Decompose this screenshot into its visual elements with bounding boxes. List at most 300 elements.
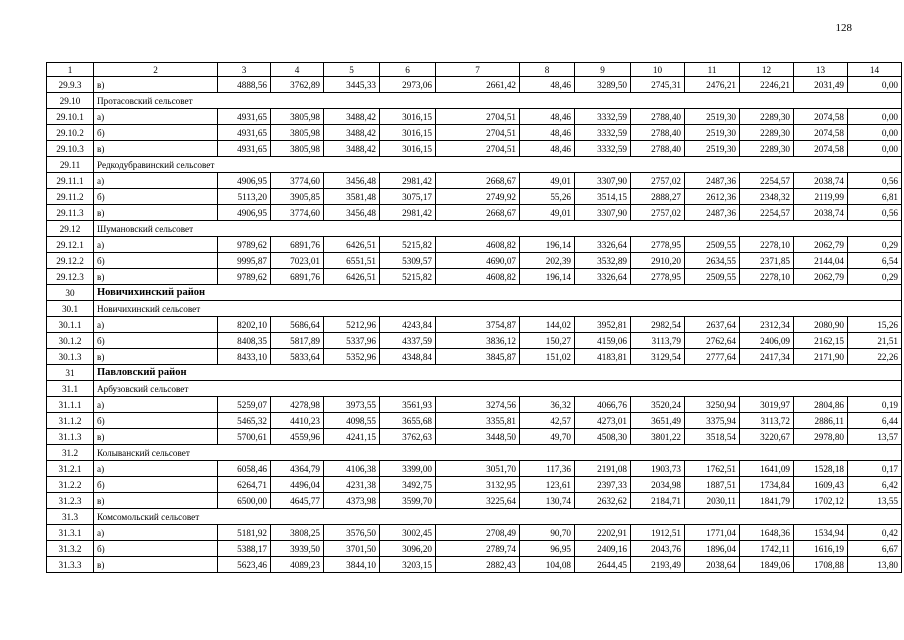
row-code: 29.10.1: [47, 109, 94, 125]
row-code: 29.12: [47, 221, 94, 237]
value-cell: 3274,56: [436, 397, 520, 413]
value-cell: 21,51: [848, 333, 902, 349]
value-cell: 2254,57: [740, 173, 794, 189]
value-cell: 3754,87: [436, 317, 520, 333]
column-number-row: [47, 63, 902, 77]
column-number: 12: [740, 63, 794, 77]
row-code: 31.2.1: [47, 461, 94, 477]
value-cell: 9789,62: [218, 237, 271, 253]
value-cell: 49,01: [520, 173, 575, 189]
value-cell: 4159,06: [575, 333, 631, 349]
value-cell: 0,00: [848, 125, 902, 141]
column-number: 7: [436, 63, 520, 77]
row-variant: б): [94, 253, 218, 269]
column-number: 1: [47, 63, 94, 77]
section-row: [47, 445, 902, 461]
section-row: [47, 221, 902, 237]
value-cell: 2708,49: [436, 525, 520, 541]
value-cell: 4364,79: [271, 461, 324, 477]
row-code: 31.2.2: [47, 477, 94, 493]
value-cell: 4608,82: [436, 269, 520, 285]
value-cell: 3701,50: [324, 541, 380, 557]
value-cell: 4273,01: [575, 413, 631, 429]
value-cell: 2612,36: [685, 189, 740, 205]
value-cell: 4496,04: [271, 477, 324, 493]
row-code: 29.11.1: [47, 173, 94, 189]
value-cell: 4906,95: [218, 205, 271, 221]
value-cell: 2031,49: [794, 77, 848, 93]
value-cell: 3326,64: [575, 237, 631, 253]
table-row: [47, 541, 902, 557]
value-cell: 6,54: [848, 253, 902, 269]
value-cell: 3655,68: [380, 413, 436, 429]
value-cell: 4508,30: [575, 429, 631, 445]
row-code: 29.12.1: [47, 237, 94, 253]
value-cell: 3599,70: [380, 493, 436, 509]
value-cell: 3096,20: [380, 541, 436, 557]
row-variant: а): [94, 317, 218, 333]
value-cell: 2043,76: [631, 541, 685, 557]
value-cell: 3332,59: [575, 125, 631, 141]
value-cell: 6426,51: [324, 269, 380, 285]
row-code: 29.11: [47, 157, 94, 173]
value-cell: 3488,42: [324, 109, 380, 125]
value-cell: 48,46: [520, 125, 575, 141]
value-cell: 9995,87: [218, 253, 271, 269]
value-cell: 2202,91: [575, 525, 631, 541]
row-code: 29.10: [47, 93, 94, 109]
row-variant: б): [94, 125, 218, 141]
value-cell: 0,29: [848, 237, 902, 253]
value-cell: 1616,19: [794, 541, 848, 557]
value-cell: 2789,74: [436, 541, 520, 557]
row-variant: б): [94, 333, 218, 349]
table-body: [47, 63, 902, 573]
value-cell: 4931,65: [218, 125, 271, 141]
row-code: 31.1.1: [47, 397, 94, 413]
value-cell: 2062,79: [794, 269, 848, 285]
value-cell: 3355,81: [436, 413, 520, 429]
value-cell: 3220,67: [740, 429, 794, 445]
row-code: 31.3.1: [47, 525, 94, 541]
value-cell: 6891,76: [271, 237, 324, 253]
value-cell: 2184,71: [631, 493, 685, 509]
row-variant: б): [94, 413, 218, 429]
value-cell: 3514,15: [575, 189, 631, 205]
value-cell: 1534,94: [794, 525, 848, 541]
value-cell: 4608,82: [436, 237, 520, 253]
column-number: 4: [271, 63, 324, 77]
value-cell: 2634,55: [685, 253, 740, 269]
value-cell: 2632,62: [575, 493, 631, 509]
value-cell: 4690,07: [436, 253, 520, 269]
value-cell: 2074,58: [794, 141, 848, 157]
value-cell: 3836,12: [436, 333, 520, 349]
value-cell: 0,00: [848, 141, 902, 157]
value-cell: 2981,42: [380, 173, 436, 189]
section-row: [47, 301, 902, 317]
value-cell: 3905,85: [271, 189, 324, 205]
value-cell: 2704,51: [436, 141, 520, 157]
value-cell: 2289,30: [740, 109, 794, 125]
value-cell: 49,01: [520, 205, 575, 221]
value-cell: 3456,48: [324, 205, 380, 221]
value-cell: 3002,45: [380, 525, 436, 541]
table-row: [47, 525, 902, 541]
row-variant: в): [94, 349, 218, 365]
value-cell: 6551,51: [324, 253, 380, 269]
value-cell: 2982,54: [631, 317, 685, 333]
section-row: [47, 509, 902, 525]
value-cell: 2981,42: [380, 205, 436, 221]
value-cell: 2487,36: [685, 205, 740, 221]
value-cell: 9789,62: [218, 269, 271, 285]
value-cell: 6426,51: [324, 237, 380, 253]
value-cell: 3805,98: [271, 109, 324, 125]
value-cell: 6891,76: [271, 269, 324, 285]
value-cell: 55,26: [520, 189, 575, 205]
row-variant: в): [94, 493, 218, 509]
value-cell: 4373,98: [324, 493, 380, 509]
value-cell: 5833,64: [271, 349, 324, 365]
value-cell: 3456,48: [324, 173, 380, 189]
value-cell: 2487,36: [685, 173, 740, 189]
value-cell: 4931,65: [218, 141, 271, 157]
row-code: 31.1.3: [47, 429, 94, 445]
table-row: [47, 317, 902, 333]
value-cell: 4906,95: [218, 173, 271, 189]
value-cell: 2661,42: [436, 77, 520, 93]
row-code: 30.1.3: [47, 349, 94, 365]
table-row: [47, 269, 902, 285]
value-cell: 3651,49: [631, 413, 685, 429]
value-cell: 5623,46: [218, 557, 271, 573]
column-number: 9: [575, 63, 631, 77]
value-cell: 3952,81: [575, 317, 631, 333]
row-variant: в): [94, 429, 218, 445]
value-cell: 5215,82: [380, 269, 436, 285]
value-cell: 22,26: [848, 349, 902, 365]
row-variant: б): [94, 541, 218, 557]
value-cell: 5212,96: [324, 317, 380, 333]
value-cell: 6,44: [848, 413, 902, 429]
row-code: 31.3.2: [47, 541, 94, 557]
value-cell: 3326,64: [575, 269, 631, 285]
row-code: 29.12.3: [47, 269, 94, 285]
value-cell: 2246,21: [740, 77, 794, 93]
value-cell: 2509,55: [685, 269, 740, 285]
value-cell: 4231,38: [324, 477, 380, 493]
value-cell: 3016,15: [380, 125, 436, 141]
value-cell: 1903,73: [631, 461, 685, 477]
table-row: [47, 413, 902, 429]
value-cell: 202,39: [520, 253, 575, 269]
value-cell: 8408,35: [218, 333, 271, 349]
value-cell: 2080,90: [794, 317, 848, 333]
row-code: 31: [47, 365, 94, 381]
value-cell: 5700,61: [218, 429, 271, 445]
row-variant: в): [94, 557, 218, 573]
value-cell: 2978,80: [794, 429, 848, 445]
value-cell: 1641,09: [740, 461, 794, 477]
value-cell: 1771,04: [685, 525, 740, 541]
row-variant: а): [94, 109, 218, 125]
row-variant: а): [94, 525, 218, 541]
value-cell: 2749,92: [436, 189, 520, 205]
value-cell: 6500,00: [218, 493, 271, 509]
row-variant: в): [94, 77, 218, 93]
section-name: Протасовский сельсовет: [94, 93, 902, 109]
value-cell: 2882,43: [436, 557, 520, 573]
row-variant: а): [94, 461, 218, 477]
value-cell: 3132,95: [436, 477, 520, 493]
value-cell: 2668,67: [436, 205, 520, 221]
table-row: [47, 237, 902, 253]
value-cell: 3581,48: [324, 189, 380, 205]
table-row: [47, 205, 902, 221]
value-cell: 1702,12: [794, 493, 848, 509]
value-cell: 4243,84: [380, 317, 436, 333]
table-row: [47, 477, 902, 493]
value-cell: 2704,51: [436, 109, 520, 125]
value-cell: 2171,90: [794, 349, 848, 365]
column-number: 8: [520, 63, 575, 77]
table-row: [47, 77, 902, 93]
value-cell: 1896,04: [685, 541, 740, 557]
district-name: Павловский район: [94, 365, 902, 381]
value-cell: 3762,63: [380, 429, 436, 445]
row-code: 31.2: [47, 445, 94, 461]
value-cell: 5181,92: [218, 525, 271, 541]
value-cell: 2804,86: [794, 397, 848, 413]
value-cell: 13,80: [848, 557, 902, 573]
value-cell: 3939,50: [271, 541, 324, 557]
row-variant: в): [94, 205, 218, 221]
row-code: 31.3.3: [47, 557, 94, 573]
value-cell: 2668,67: [436, 173, 520, 189]
value-cell: 2278,10: [740, 237, 794, 253]
district-row: [47, 285, 902, 301]
section-name: Новичихинский сельсовет: [94, 301, 902, 317]
value-cell: 6,42: [848, 477, 902, 493]
value-cell: 15,26: [848, 317, 902, 333]
row-code: 30.1.2: [47, 333, 94, 349]
value-cell: 2788,40: [631, 109, 685, 125]
value-cell: 6264,71: [218, 477, 271, 493]
value-cell: 5259,07: [218, 397, 271, 413]
value-cell: 2777,64: [685, 349, 740, 365]
value-cell: 3332,59: [575, 141, 631, 157]
row-code: 29.10.3: [47, 141, 94, 157]
tariff-table: [46, 62, 902, 573]
value-cell: 5337,96: [324, 333, 380, 349]
value-cell: 5309,57: [380, 253, 436, 269]
value-cell: 4183,81: [575, 349, 631, 365]
column-number: 5: [324, 63, 380, 77]
value-cell: 5215,82: [380, 237, 436, 253]
value-cell: 3518,54: [685, 429, 740, 445]
value-cell: 8202,10: [218, 317, 271, 333]
table-row: [47, 493, 902, 509]
value-cell: 1609,43: [794, 477, 848, 493]
row-variant: в): [94, 141, 218, 157]
value-cell: 2074,58: [794, 109, 848, 125]
value-cell: 4410,23: [271, 413, 324, 429]
value-cell: 2191,08: [575, 461, 631, 477]
section-name: Шумановский сельсовет: [94, 221, 902, 237]
district-name: Новичихинский район: [94, 285, 902, 301]
value-cell: 2788,40: [631, 141, 685, 157]
value-cell: 3051,70: [436, 461, 520, 477]
row-variant: а): [94, 397, 218, 413]
value-cell: 3805,98: [271, 125, 324, 141]
row-variant: а): [94, 237, 218, 253]
table-row: [47, 557, 902, 573]
value-cell: 2757,02: [631, 173, 685, 189]
value-cell: 3307,90: [575, 205, 631, 221]
value-cell: 130,74: [520, 493, 575, 509]
value-cell: 6,81: [848, 189, 902, 205]
section-name: Комсомольский сельсовет: [94, 509, 902, 525]
value-cell: 2289,30: [740, 125, 794, 141]
value-cell: 3307,90: [575, 173, 631, 189]
value-cell: 196,14: [520, 269, 575, 285]
value-cell: 2062,79: [794, 237, 848, 253]
value-cell: 3801,22: [631, 429, 685, 445]
value-cell: 13,57: [848, 429, 902, 445]
column-number: 14: [848, 63, 902, 77]
value-cell: 3844,10: [324, 557, 380, 573]
value-cell: 3488,42: [324, 141, 380, 157]
value-cell: 1648,36: [740, 525, 794, 541]
value-cell: 2509,55: [685, 237, 740, 253]
value-cell: 4348,84: [380, 349, 436, 365]
value-cell: 2417,34: [740, 349, 794, 365]
value-cell: 3016,15: [380, 141, 436, 157]
value-cell: 2162,15: [794, 333, 848, 349]
value-cell: 2119,99: [794, 189, 848, 205]
row-code: 29.11.3: [47, 205, 94, 221]
row-code: 30.1: [47, 301, 94, 317]
value-cell: 3225,64: [436, 493, 520, 509]
value-cell: 4066,76: [575, 397, 631, 413]
value-cell: 2644,45: [575, 557, 631, 573]
value-cell: 3019,97: [740, 397, 794, 413]
value-cell: 4278,98: [271, 397, 324, 413]
value-cell: 90,70: [520, 525, 575, 541]
value-cell: 2193,49: [631, 557, 685, 573]
table-row: [47, 349, 902, 365]
value-cell: 0,56: [848, 173, 902, 189]
value-cell: 123,61: [520, 477, 575, 493]
value-cell: 2254,57: [740, 205, 794, 221]
value-cell: 0,00: [848, 109, 902, 125]
value-cell: 2704,51: [436, 125, 520, 141]
value-cell: 3075,17: [380, 189, 436, 205]
value-cell: 3445,33: [324, 77, 380, 93]
value-cell: 6,67: [848, 541, 902, 557]
value-cell: 2886,11: [794, 413, 848, 429]
value-cell: 3016,15: [380, 109, 436, 125]
value-cell: 2038,64: [685, 557, 740, 573]
value-cell: 48,46: [520, 141, 575, 157]
value-cell: 2030,11: [685, 493, 740, 509]
value-cell: 5686,64: [271, 317, 324, 333]
value-cell: 3805,98: [271, 141, 324, 157]
section-name: Колыванский сельсовет: [94, 445, 902, 461]
value-cell: 4241,15: [324, 429, 380, 445]
page-number: 128: [835, 22, 852, 34]
value-cell: 4089,23: [271, 557, 324, 573]
section-row: [47, 157, 902, 173]
value-cell: 2034,98: [631, 477, 685, 493]
value-cell: 2371,85: [740, 253, 794, 269]
value-cell: 1912,51: [631, 525, 685, 541]
row-code: 31.1: [47, 381, 94, 397]
table-row: [47, 141, 902, 157]
value-cell: 1734,84: [740, 477, 794, 493]
value-cell: 3250,94: [685, 397, 740, 413]
row-code: 31.2.3: [47, 493, 94, 509]
value-cell: 3762,89: [271, 77, 324, 93]
value-cell: 3774,60: [271, 205, 324, 221]
section-name: Редкодубравинский сельсовет: [94, 157, 902, 173]
value-cell: 2910,20: [631, 253, 685, 269]
value-cell: 2788,40: [631, 125, 685, 141]
value-cell: 2312,34: [740, 317, 794, 333]
value-cell: 2038,74: [794, 173, 848, 189]
value-cell: 3113,72: [740, 413, 794, 429]
row-code: 29.11.2: [47, 189, 94, 205]
value-cell: 2519,30: [685, 141, 740, 157]
row-code: 31.3: [47, 509, 94, 525]
value-cell: 1528,18: [794, 461, 848, 477]
value-cell: 2406,09: [740, 333, 794, 349]
value-cell: 2289,30: [740, 141, 794, 157]
section-row: [47, 381, 902, 397]
value-cell: 3532,89: [575, 253, 631, 269]
value-cell: 0,00: [848, 77, 902, 93]
value-cell: 42,57: [520, 413, 575, 429]
value-cell: 48,46: [520, 109, 575, 125]
value-cell: 2745,31: [631, 77, 685, 93]
value-cell: 48,46: [520, 77, 575, 93]
value-cell: 4337,59: [380, 333, 436, 349]
value-cell: 3448,50: [436, 429, 520, 445]
column-number: 13: [794, 63, 848, 77]
value-cell: 96,95: [520, 541, 575, 557]
value-cell: 2778,95: [631, 269, 685, 285]
value-cell: 2778,95: [631, 237, 685, 253]
value-cell: 0,17: [848, 461, 902, 477]
value-cell: 5352,96: [324, 349, 380, 365]
value-cell: 151,02: [520, 349, 575, 365]
value-cell: 2348,32: [740, 189, 794, 205]
district-row: [47, 365, 902, 381]
value-cell: 4559,96: [271, 429, 324, 445]
row-code: 31.1.2: [47, 413, 94, 429]
row-code: 29.12.2: [47, 253, 94, 269]
value-cell: 196,14: [520, 237, 575, 253]
value-cell: 0,42: [848, 525, 902, 541]
table-row: [47, 429, 902, 445]
value-cell: 3774,60: [271, 173, 324, 189]
value-cell: 3375,94: [685, 413, 740, 429]
value-cell: 5817,89: [271, 333, 324, 349]
value-cell: 150,27: [520, 333, 575, 349]
row-variant: а): [94, 173, 218, 189]
table-row: [47, 333, 902, 349]
